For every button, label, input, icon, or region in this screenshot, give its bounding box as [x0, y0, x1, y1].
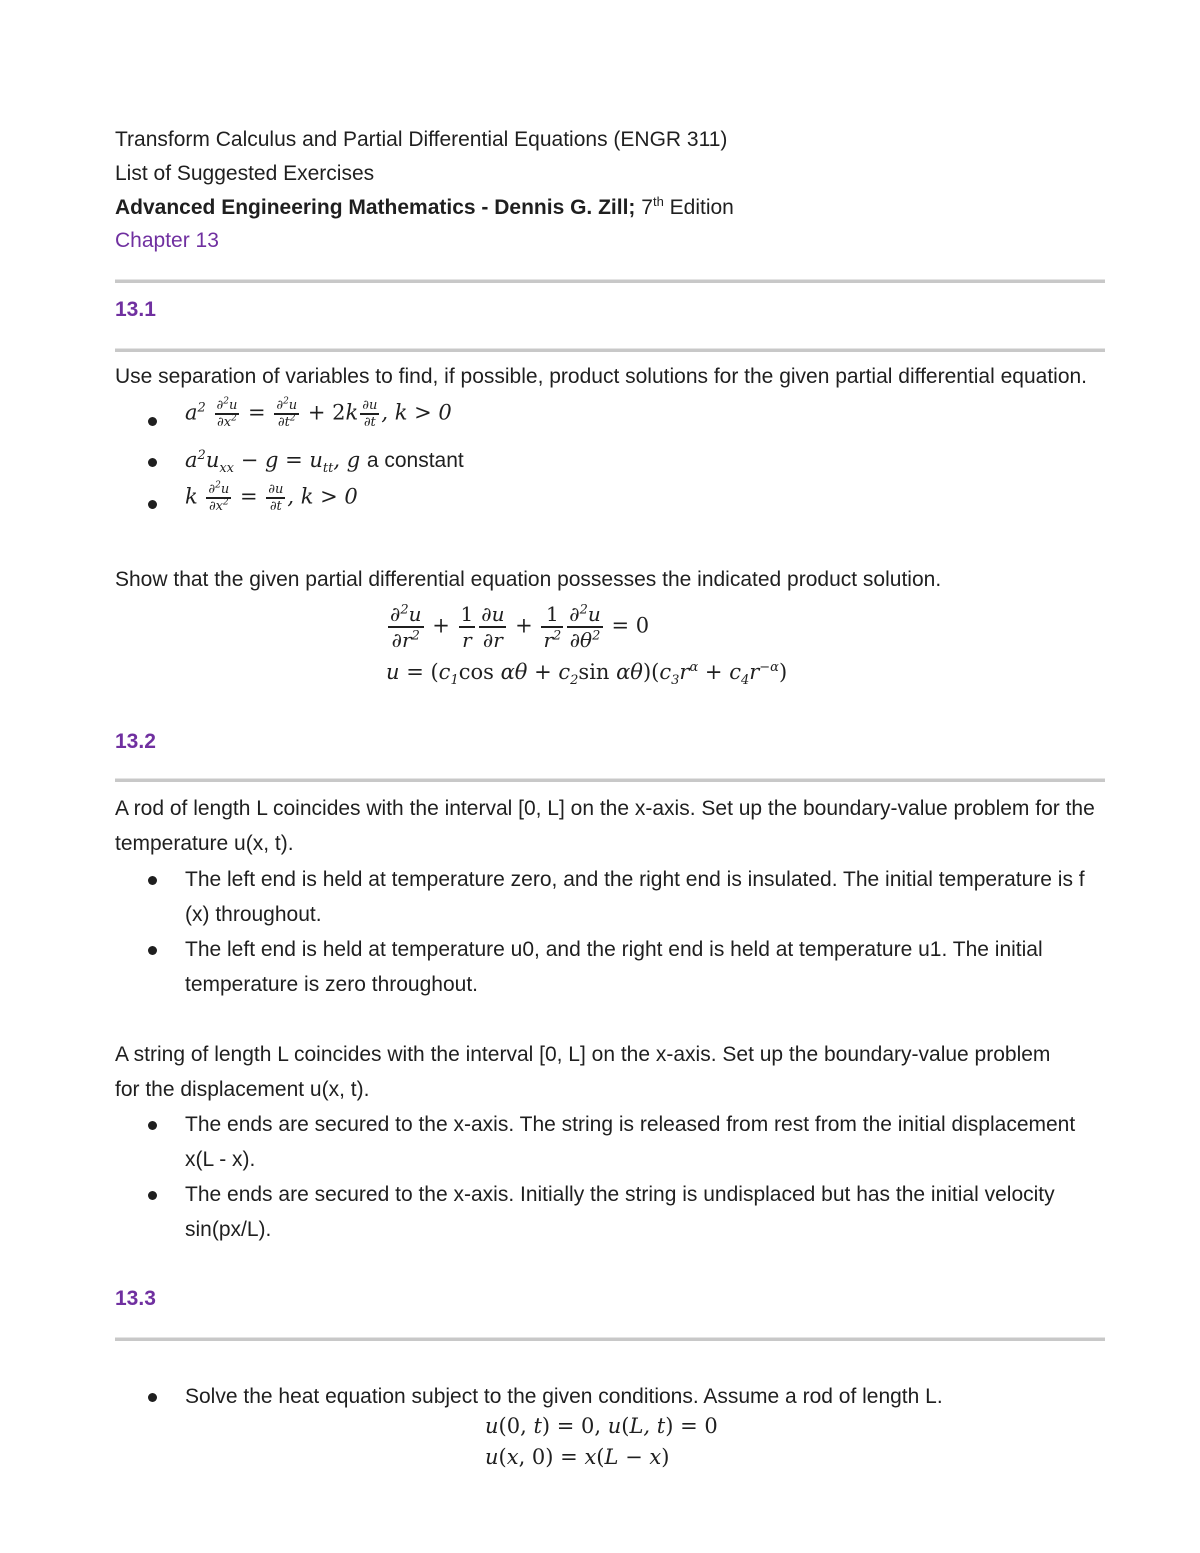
bullet-icon — [148, 876, 157, 885]
rod-item-2: The left end is held at temperature u0, and the right end is held at temperature u1. The initial temperature is zero throughout. — [185, 938, 1043, 996]
bullet-icon — [148, 1393, 157, 1402]
book-line — [115, 194, 734, 222]
bullet-icon — [148, 946, 157, 955]
bullet-icon — [148, 417, 157, 426]
separation-intro: Use separation of variables to find, if possible, product solutions for the given partial differential equation. — [115, 365, 1088, 388]
boundary-conditions: u(0, t) = 0, u(L, t) = 0 — [485, 1414, 718, 1438]
string-intro: A string of length L coincides with the interval [0, L] on the x-axis. Set up the boundary-value problem for the displacement u(x, t). — [115, 1043, 1051, 1101]
section-heading-13-2: 13.2 — [115, 730, 156, 753]
edition-number: 7 — [641, 196, 653, 219]
equation-2: $a^2u_{xx} - g = u_{tt}$, g a constant — [185, 448, 464, 477]
polar-laplace-equation: $\frac{\partial^2u}{\partial r^2}$ + $\frac{1}{r}$ $\frac{\partial u}{\partial r}$ + $\frac{1}{r^2}$ $\frac{\partial^2u}{\partial\theta^2}$ = 0 — [390, 602, 650, 652]
course-title: Transform Calculus and Partial Differential Equations (ENGR 311) — [115, 128, 728, 151]
eq2-note: a constant — [366, 449, 464, 472]
divider — [115, 348, 1105, 352]
divider — [115, 279, 1105, 283]
divider — [115, 1337, 1105, 1341]
rod-item-1: The left end is held at temperature zero, and the right end is insulated. The initial temperature is f (x) throughout. — [185, 868, 1085, 926]
list-title: List of Suggested Exercises — [115, 162, 375, 185]
eq1-condition: , k > 0 — [381, 400, 452, 425]
string-item-2: The ends are secured to the x-axis. Initially the string is undisplaced but has the initial velocity sin(px/L). — [185, 1183, 1055, 1241]
rod-intro: A rod of length L coincides with the interval [0, L] on the x-axis. Set up the boundary-value problem for the temperature u(x, t). — [115, 797, 1095, 855]
section-heading-13-3: 13.3 — [115, 1287, 156, 1310]
bullet-icon — [148, 458, 157, 467]
book-title: Advanced Engineering Mathematics - Dennis G. Zill; — [115, 196, 636, 219]
equation-1: $a^2$ $\frac{\partial^2u}{\partial x^2}$ = $\frac{\partial^2u}{\partial t^2}$ + 2k $\frac{\partial u}{\partial t}$ , k > 0 — [185, 396, 452, 430]
bullet-icon — [148, 1191, 157, 1200]
edition-word: Edition — [669, 196, 734, 219]
edition-suffix: th — [652, 194, 664, 209]
product-solution-intro: Show that the given partial differential equation possesses the indicated product solution. — [115, 568, 942, 591]
eq1-coef: a — [185, 400, 198, 425]
heat-equation-item: Solve the heat equation subject to the given conditions. Assume a rod of length L. — [185, 1385, 943, 1408]
divider — [115, 778, 1105, 782]
initial-condition: u(x, 0) = x(L − x) — [485, 1445, 670, 1469]
product-solution-equation: $u = (c_1\cos$ $\alpha\theta + c_2\sin$ $\alpha\theta)(c_3r^\alpha + c_4r^{-\alpha})$ — [386, 660, 788, 689]
bullet-icon — [148, 1121, 157, 1130]
section-heading-13-1: 13.1 — [115, 298, 156, 321]
bullet-icon — [148, 500, 157, 509]
equation-3: k $\frac{\partial^2u}{\partial x^2}$ = $\frac{\partial u}{\partial t}$ , k > 0 — [185, 480, 358, 514]
eq3-coef: k — [185, 484, 198, 509]
string-item-1: The ends are secured to the x-axis. The string is released from rest from the initial displacement x(L - x). — [185, 1113, 1076, 1171]
eq3-condition: , k > 0 — [287, 484, 358, 509]
chapter-label: Chapter 13 — [115, 229, 219, 252]
